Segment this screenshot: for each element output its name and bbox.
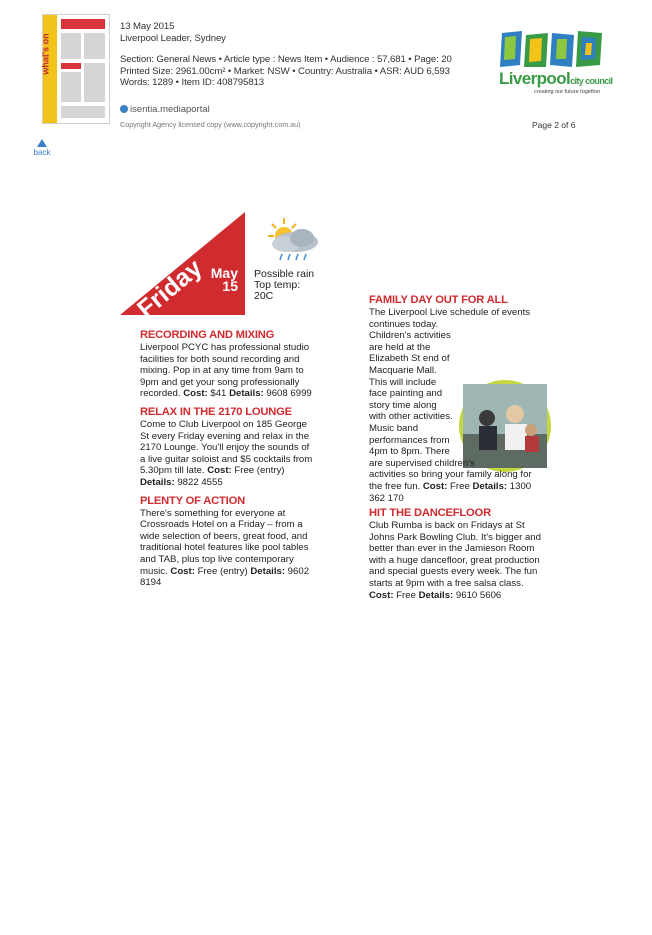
weather-condition: Possible rain [254,268,315,280]
thumbnail-block [84,63,105,102]
copyright-notice: Copyright Agency licensed copy (www.copyright.com.au) [120,120,301,129]
thumbnail-block [84,33,105,59]
article-title: RELAX IN THE 2170 LOUNGE [140,405,292,418]
article-body: Come to Club Liverpool on 185 George St every Friday evening and relax in the 2170 Lounge. You'll enjoy the sounds of a live guitar soloist and $5 cocktails from 5.30pm till late. Cost: Free (entry) Details: 9822 4555 [140,418,313,488]
isentia-logo-icon [120,105,128,113]
date-banner [120,212,245,324]
thumbnail-headline [61,19,105,29]
metadata-line-3: Words: 1289 • Item ID: 408795813 [120,77,264,89]
weather-forecast [254,269,314,302]
article-metadata [120,21,452,89]
banner-month: May [210,265,238,281]
logo-tagline: creating our future together [534,89,601,95]
logo-wordmark: Liverpoolcity council [499,69,613,88]
back-link[interactable] [32,139,52,157]
article-title: PLENTY OF ACTION [140,494,245,507]
temp-label: Top temp: [254,279,301,291]
thumbnail-strip [40,15,57,123]
sun-rain-cloud-icon [262,216,324,262]
article [369,294,547,504]
publication-name: Liverpool Leader, Sydney [120,32,226,44]
thumbnail-block [61,72,81,102]
isentia-label: isentia.mediaportal [130,104,210,115]
back-arrow-icon [37,139,47,147]
metadata-line-1: Section: General News • Article type : News Item • Audience : 57,681 • Page: 20 [120,54,452,66]
thumbnail-block [61,33,81,59]
liverpool-city-council-logo [496,29,614,99]
isentia-link[interactable] [120,104,210,115]
article-title: HIT THE DANCEFLOOR [369,507,491,520]
article-date: 13 May 2015 [120,21,175,32]
page-counter: Page 2 of 6 [532,120,576,130]
temp-value: 20C [254,290,274,302]
thumbnail-block [61,63,81,69]
banner-date [208,267,238,293]
council-emblem-icon [496,29,614,71]
article-title: RECORDING AND MIXING [140,329,275,341]
article [369,507,547,601]
banner-day: Friday [132,253,208,324]
article-body: The Liverpool Live schedule of events continues today. Children's activities are held at the Elizabeth St end of Macquarie Mall. This will include face painting and story time along with other activities. Music band performances from 4pm to 8pm. There are supervised children's activities so bring your family along for the free fun. Cost: Free Details: 1300 362 170 [369,307,532,504]
clipping-thumbnail[interactable] [42,14,110,124]
left-column [140,329,316,590]
article-body: Liverpool PCYC has professional studio facilities for both sound recording and mixing. Pop in at any time from 9am to 9pm and get your song professionally recorded. Cost: $41 Details: 9608 6999 [140,342,312,400]
article [140,495,316,589]
article [140,406,316,489]
thumbnail-label: what's on [40,33,51,75]
thumbnail-block [61,106,105,118]
article-body: There's something for everyone at Crossroads Hotel on a Friday – from a wide selection of beers, great food, and traditional hotel features like pool tables and TAB, plus top live contemporary music. Cost: Free (entry) Details: 9602 8194 [140,507,310,589]
back-label: back [33,148,51,157]
article [140,329,316,400]
right-column [369,294,547,602]
article-body: Club Rumba is back on Fridays at St Johns Park Bowling Club. It's bigger and better than ever in the Jamieson Room with a huge dancefloor, great production and special guests every week. The fun starts at 9pm with a free salsa class. Cost: Free Details: 9610 5606 [369,520,541,601]
article-title: FAMILY DAY OUT FOR ALL [369,294,508,306]
banner-day-number: 15 [222,278,238,294]
metadata-line-2: Printed Size: 2961.00cm² • Market: NSW • Country: Australia • ASR: AUD 6,593 [120,65,450,77]
